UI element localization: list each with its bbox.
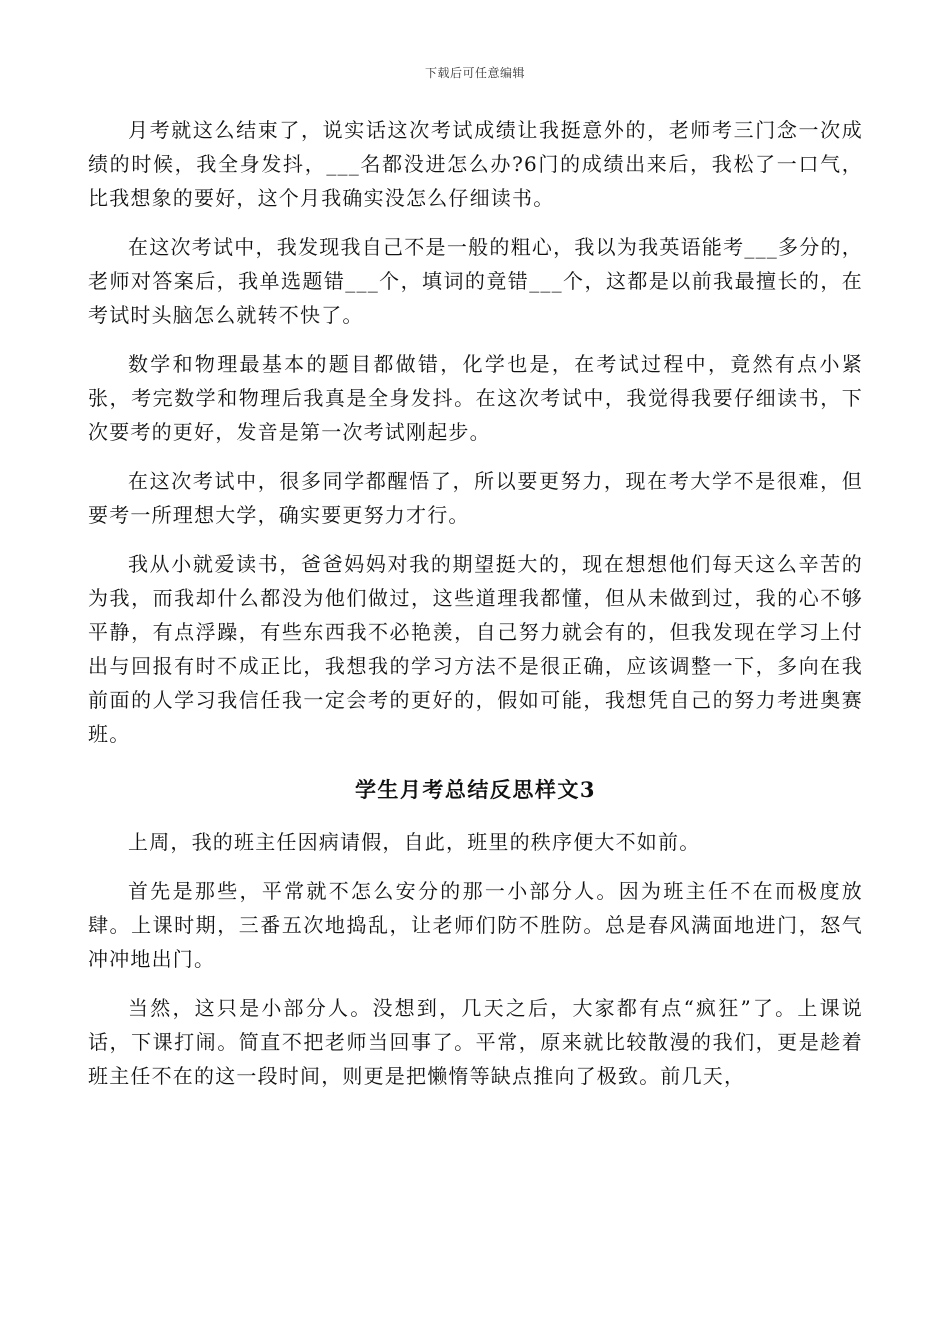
paragraph: 在这次考试中，我发现我自己不是一般的粗心，我以为我英语能考___多分的，老师对答案后，我单选题错___个，填词的竟错___个，这都是以前我最擅长的，在考试时头脑怎么就转不快了。 [88,235,863,327]
paragraph: 月考就这么结束了，说实话这次考试成绩让我挺意外的，老师考三门念一次成绩的时候，我全身发抖，___名都没进怎么办?6门的成绩出来后，我松了一口气，比我想象的要好，这个月我确实没怎么仔细读书。 [88,118,863,210]
paragraph: 上周，我的班主任因病请假，自此，班里的秩序便大不如前。 [128,830,701,854]
header-note: 下载后可任意编辑 [424,66,525,80]
paragraph: 我从小就爱读书，爸爸妈妈对我的期望挺大的，现在想想他们每天这么辛苦的为我，而我却什么都没为他们做过，这些道理我都懂，但从未做到过，我的心不够平静，有点浮躁，有些东西我不必艳羡，自己努力就会有的，但我发现在学习上付出与回报有时不成正比，我想我的学习方法不是很正确，应该调整一下，多向在我前面的人学习我信任我一定会考的更好的，假如可能，我想凭自己的努力考进奥赛班。 [88,552,863,746]
document-body [88,113,863,1108]
paragraph: 在这次考试中，很多同学都醒悟了，所以要更努力，现在考大学不是很难，但要考一所理想大学，确实要更努力才行。 [88,469,863,527]
paragraph: 数学和物理最基本的题目都做错，化学也是，在考试过程中，竟然有点小紧张，考完数学和物理后我真是全身发抖。在这次考试中，我觉得我要仔细读书，下次要考的更好，发音是第一次考试刚起步。 [88,352,863,444]
paragraph: 当然，这只是小部分人。没想到，几天之后，大家都有点“疯狂”了。上课说话，下课打闹。简直不把老师当回事了。平常，原来就比较散漫的我们，更是趁着班主任不在的这一段时间，则更是把懒惰等缺点推向了极致。前几天， [88,996,863,1088]
paragraph: 首先是那些，平常就不怎么安分的那一小部分人。因为班主任不在而极度放肆。上课时期，三番五次地捣乱，让老师们防不胜防。总是春风满面地进门，怒气冲冲地出门。 [88,879,863,971]
section-title: 学生月考总结反思样文3 [354,777,597,802]
